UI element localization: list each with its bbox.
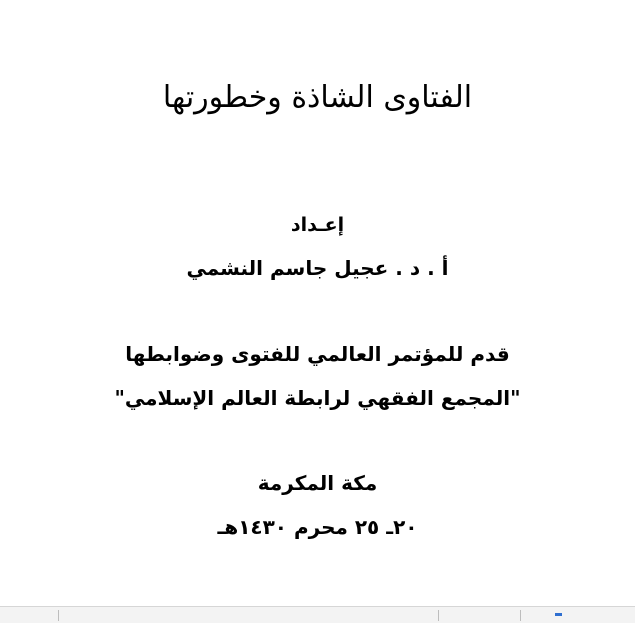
status-bar-divider bbox=[438, 610, 439, 621]
conference-date: ٢٠ـ ٢٥ محرم ١٤٣٠هـ bbox=[217, 515, 418, 539]
status-bar-divider bbox=[58, 610, 59, 621]
status-bar bbox=[0, 606, 635, 623]
city-name: مكة المكرمة bbox=[257, 471, 378, 495]
conference-line-2: "المجمع الفقهي لرابطة العالم الإسلامي" bbox=[114, 386, 521, 410]
conference-line-1: قدم للمؤتمر العالمي للفتوى وضوابطها bbox=[125, 342, 510, 366]
status-indicator-icon[interactable] bbox=[555, 613, 562, 616]
prepared-by-label: إعـداد bbox=[290, 214, 345, 236]
author-name: أ . د . عجيل جاسم النشمي bbox=[186, 256, 449, 280]
status-bar-divider bbox=[520, 610, 521, 621]
document-title: الفتاوى الشاذة وخطورتها bbox=[162, 80, 473, 115]
